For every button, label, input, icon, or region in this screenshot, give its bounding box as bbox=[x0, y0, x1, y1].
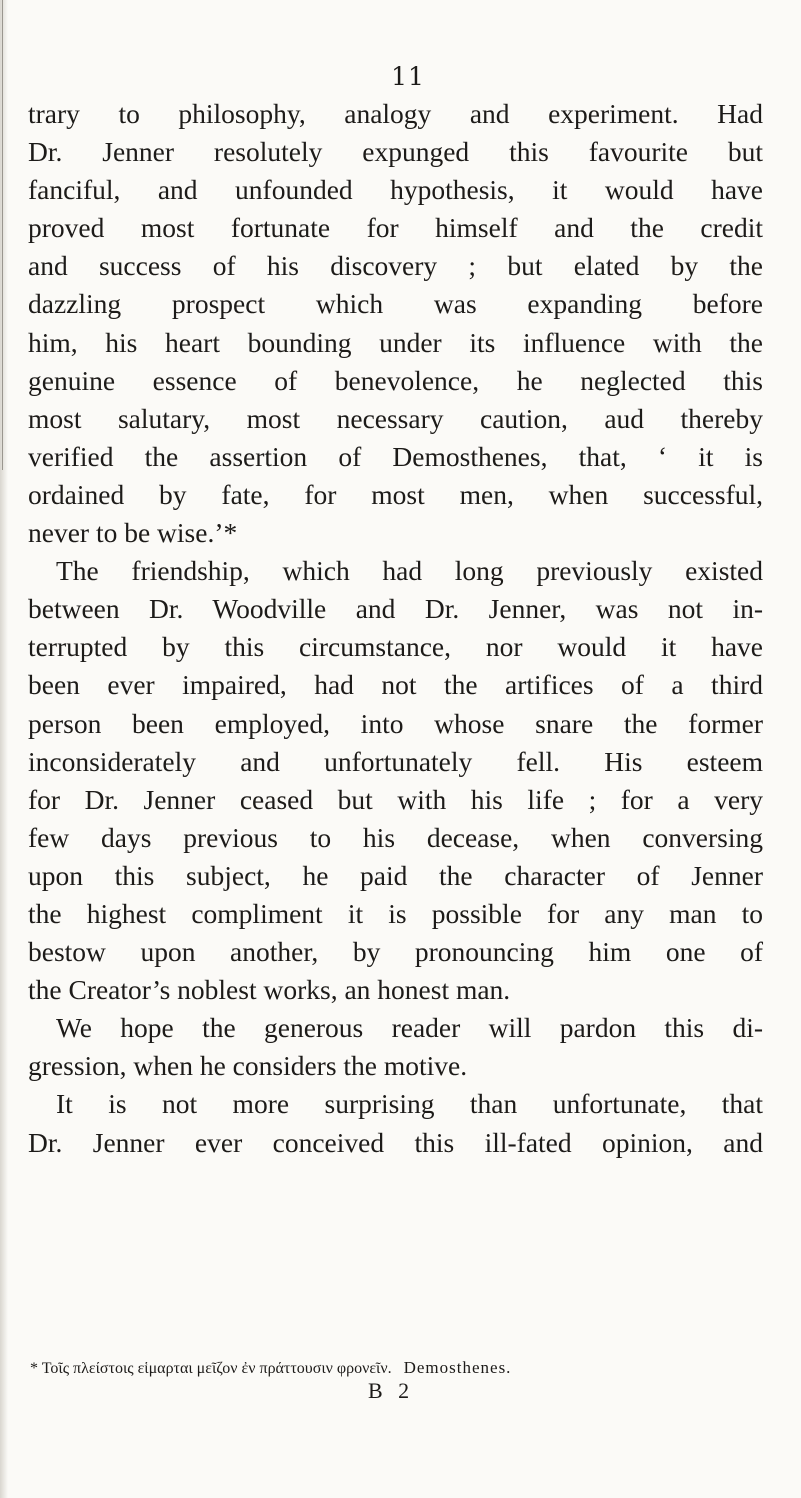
text-line: most salutary, most necessary caution, aud thereby bbox=[28, 402, 763, 434]
text-line: few days previous to his decease, when conversing bbox=[28, 821, 763, 853]
page-gutter-line bbox=[2, 0, 3, 470]
text-line: proved most fortunate for himself and the credit bbox=[28, 212, 763, 244]
text-line: bestow upon another, by pronouncing him one of bbox=[28, 936, 763, 968]
text-line: gression, when he considers the motive. bbox=[28, 1050, 468, 1082]
text-line: ordained by fate, for most men, when successful, bbox=[28, 478, 763, 510]
signature-mark: B 2 bbox=[368, 1378, 415, 1403]
text-line: the highest compliment it is possible for any man to bbox=[28, 897, 763, 929]
text-line: It is not more surprising than unfortunate, that bbox=[56, 1088, 763, 1120]
text-line: and success of his discovery ; but elated by the bbox=[28, 250, 763, 282]
footnote bbox=[30, 1358, 750, 1378]
page-number: 11 bbox=[391, 62, 425, 91]
text-line: between Dr. Woodville and Dr. Jenner, was not in- bbox=[28, 593, 763, 625]
body-text bbox=[28, 95, 763, 1162]
text-line: the Creator’s noblest works, an honest man. bbox=[28, 974, 511, 1006]
text-line: for Dr. Jenner ceased but with his life ; for a very bbox=[28, 783, 763, 815]
text-line: never to be wise.’* bbox=[28, 517, 238, 549]
text-line: The friendship, which had long previously existed bbox=[56, 555, 763, 587]
text-line: upon this subject, he paid the character of Jenner bbox=[28, 859, 763, 891]
text-line: him, his heart bounding under its influence with the bbox=[28, 326, 763, 358]
footnote-quote: * Τοῖς πλείστοις εἱμαρται μεῖζον ἐν πράττουσιν φρονεῖν. bbox=[30, 1360, 392, 1377]
text-line: inconsiderately and unfortunately fell. His esteem bbox=[28, 745, 763, 777]
text-line: dazzling prospect which was expanding before bbox=[28, 288, 763, 320]
text-line: Dr. Jenner resolutely expunged this favourite but bbox=[28, 136, 763, 168]
text-line: trary to philosophy, analogy and experiment. Had bbox=[28, 98, 763, 129]
footnote-author: Demosthenes. bbox=[403, 1358, 512, 1377]
text-line: terrupted by this circumstance, nor would it have bbox=[28, 631, 763, 663]
text-line: fanciful, and unfounded hypothesis, it would have bbox=[28, 174, 763, 206]
text-line: been ever impaired, had not the artifices of a third bbox=[28, 669, 763, 701]
text-line: genuine essence of benevolence, he neglected this bbox=[28, 364, 763, 396]
text-line: Dr. Jenner ever conceived this ill-fated opinion, and bbox=[28, 1126, 763, 1158]
text-line: We hope the generous reader will pardon this di- bbox=[56, 1012, 763, 1044]
text-line: person been employed, into whose snare the former bbox=[28, 707, 763, 739]
text-line: verified the assertion of Demosthenes, that, ‘ it is bbox=[28, 440, 763, 472]
